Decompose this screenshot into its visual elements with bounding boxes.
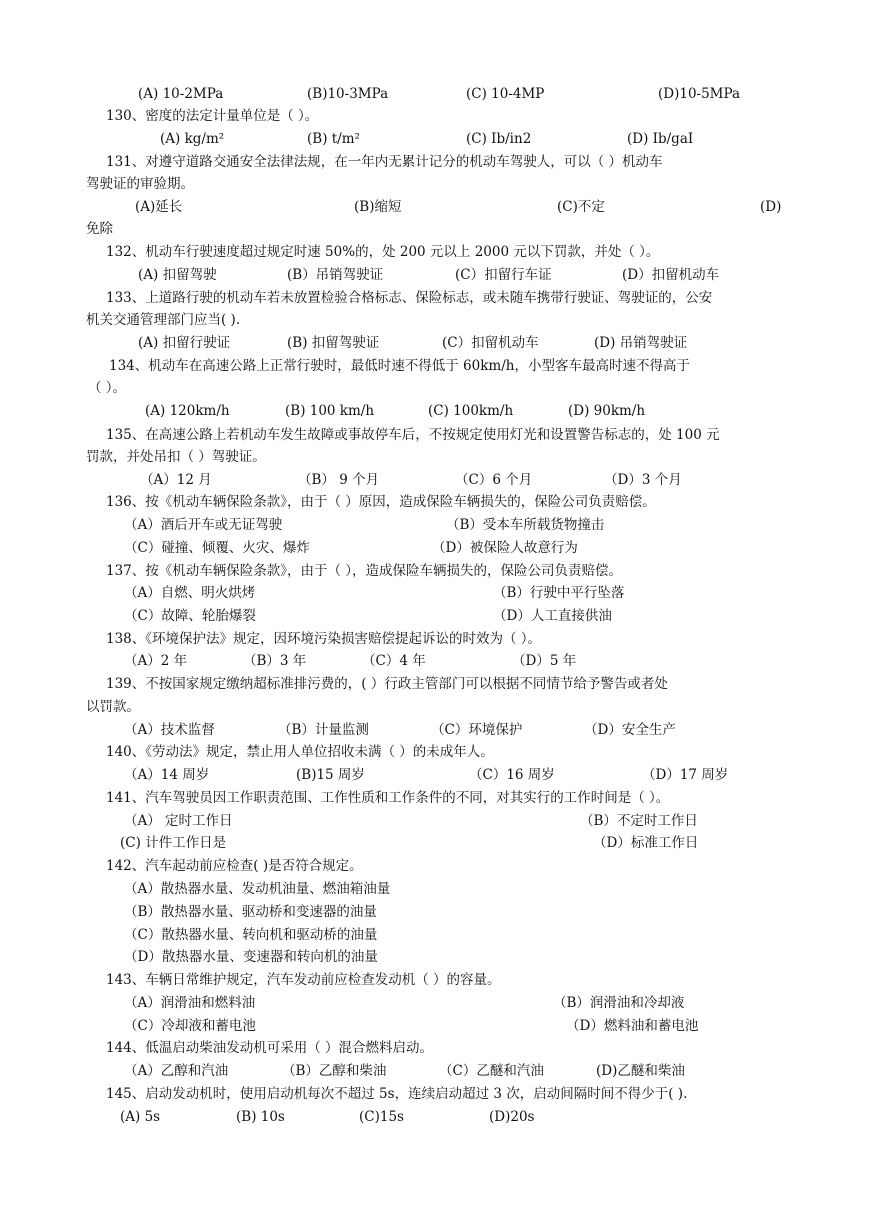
- option-d: （D）燃料油和蓄电池: [566, 1018, 699, 1034]
- question-138-stem: 138、《环境保护法》规定，因环境污染损害赔偿提起诉讼的时效为（ ）。: [106, 631, 542, 647]
- option-b: （B）行驶中平行坠落: [493, 585, 625, 601]
- option-b: （B）润滑油和冷却液: [553, 995, 685, 1011]
- question-139-stem-line2: 以罚款。: [86, 699, 140, 715]
- option-c: （C）碰撞、倾覆、火灾、爆炸: [124, 540, 310, 556]
- option-c: （C）散热器水量、转向机和驱动桥的油量: [124, 927, 378, 943]
- option-a: （A）自燃、明火烘烤: [124, 585, 256, 601]
- option-b: (B) 扣留驾驶证: [287, 335, 380, 351]
- question-131-option-d-wrap: 免除: [86, 221, 113, 237]
- question-137-options-row1: [0, 582, 869, 604]
- question-131-stem-line1: 131、对遵守道路交通安全法律法规，在一年内无累计记分的机动车驾驶人，可以（ ）机动车: [106, 154, 663, 170]
- option-c: （C）乙醚和汽油: [439, 1063, 544, 1079]
- question-139-stem-line1: 139、不按国家规定缴纳超标准排污费的，( ）行政主管部门可以根据不同情节给予警告或者处: [106, 676, 668, 692]
- question-140-options: [0, 764, 869, 786]
- option-d: （D）安全生产: [584, 722, 676, 738]
- question-142-option-a: [0, 878, 869, 900]
- option-b: （B）计量监测: [278, 722, 369, 738]
- option-a: （A）乙醇和汽油: [124, 1063, 229, 1079]
- question-145-options: [0, 1106, 869, 1128]
- question-140-stem: 140、《劳动法》规定，禁止用人单位招收未满（ ）的未成年人。: [106, 744, 494, 760]
- option-b: （B） 9 个月: [298, 472, 380, 488]
- option-b: (B)10-3MPa: [307, 86, 389, 102]
- option-d: （D）标准工作日: [593, 835, 699, 851]
- option-c: (C) 计件工作日是: [120, 835, 227, 851]
- option-c: （C）6 个月: [455, 472, 533, 488]
- option-d: (D) Ib/gaI: [627, 131, 694, 147]
- option-c: (C) Ib/in2: [466, 131, 532, 147]
- option-d: (D): [760, 199, 782, 215]
- question-129-options: [0, 83, 869, 105]
- option-d: （D）散热器水量、变速器和转向机的油量: [124, 949, 378, 965]
- option-d: （D）被保险人故意行为: [432, 540, 578, 556]
- question-144-options: [0, 1060, 869, 1082]
- question-145-stem: 145、启动发动机时，使用启动机每次不超过 5s，连续启动超过 3 次，启动间隔时间不得少于( ).: [106, 1086, 688, 1102]
- option-d: (D)乙醚和柴油: [596, 1063, 685, 1079]
- option-b: (B) t/m²: [307, 131, 360, 147]
- question-130-options: [0, 128, 869, 150]
- question-137-options-row2: [0, 605, 869, 627]
- question-135-stem-line1: 135、在高速公路上若机动车发生故障或事故停车后，不按规定使用灯光和设置警告标志的，处 100 元: [106, 427, 720, 443]
- option-b: （B）不定时工作日: [580, 813, 698, 829]
- option-c: （C）冷却液和蓄电池: [124, 1018, 256, 1034]
- option-b: (B）吊销驾驶证: [287, 267, 384, 283]
- option-d: (D) 90km/h: [568, 403, 646, 419]
- option-a: （A）酒后开车或无证驾驶: [124, 517, 283, 533]
- option-c: （C）环境保护: [431, 722, 523, 738]
- question-143-options-row1: [0, 992, 869, 1014]
- question-133-stem-line1: 133、上道路行驶的机动车若未放置检验合格标志、保险标志，或未随车携带行驶证、驾驶证的，公安: [106, 290, 713, 306]
- option-a: (A) 5s: [120, 1109, 161, 1125]
- option-a: （A）2 年: [124, 653, 188, 669]
- option-b: （B）乙醇和柴油: [282, 1063, 387, 1079]
- option-a: （A）12 月: [140, 472, 212, 488]
- question-136-options-row1: [0, 514, 869, 536]
- option-b: （B）散热器水量、驱动桥和变速器的油量: [124, 904, 377, 920]
- option-c: （C）16 周岁: [469, 767, 555, 783]
- question-135-stem-line2: 罚款，并处吊扣（ ）驾驶证。: [86, 449, 266, 465]
- option-d: (D)20s: [489, 1109, 535, 1125]
- option-b: (B) 100 km/h: [285, 403, 375, 419]
- option-c: (C)15s: [359, 1109, 404, 1125]
- option-d: （D）人工直接供油: [493, 608, 612, 624]
- question-134-options: [0, 400, 869, 422]
- question-136-stem: 136、按《机动车辆保险条款》，由于（ ）原因，造成保险车辆损失的，保险公司负责赔偿。: [106, 494, 656, 510]
- question-132-options: [0, 264, 869, 286]
- option-d: （D）5 年: [512, 653, 577, 669]
- option-b: （B）3 年: [243, 653, 307, 669]
- question-133-stem-line2: 机关交通管理部门应当( ).: [86, 312, 241, 328]
- option-d: (D) 吊销驾驶证: [594, 335, 688, 351]
- option-c: (C）扣留机动车: [442, 335, 539, 351]
- question-131-options: [0, 196, 869, 218]
- option-c: （C）4 年: [362, 653, 426, 669]
- option-a: (A)延长: [135, 199, 183, 215]
- question-141-options-row1: [0, 810, 869, 832]
- option-d: （D）17 周岁: [642, 767, 729, 783]
- question-135-options: [0, 469, 869, 491]
- option-a: (A) 120km/h: [145, 403, 230, 419]
- option-a: (A) 10-2MPa: [138, 86, 224, 102]
- question-143-options-row2: [0, 1015, 869, 1037]
- question-142-option-d: [0, 946, 869, 968]
- question-137-stem: 137、按《机动车辆保险条款》，由于（ ），造成保险车辆损失的，保险公司负责赔偿。: [106, 563, 623, 579]
- question-132-stem: 132、机动车行驶速度超过规定时速 50%的，处 200 元以上 2000 元以下罚款，并处（ ）。: [106, 244, 660, 260]
- question-130-stem: 130、密度的法定计量单位是（ ）。: [106, 108, 319, 124]
- option-c: (C)不定: [557, 199, 605, 215]
- question-134-stem-line1: 134、机动车在高速公路上正常行驶时，最低时速不得低于 60km/h，小型客车最高时速不得高于: [109, 358, 690, 374]
- question-133-options: [0, 332, 869, 354]
- question-142-option-b: [0, 901, 869, 923]
- option-a: (A) kg/m²: [160, 131, 225, 147]
- option-a: (A) 扣留驾驶: [138, 267, 217, 283]
- option-b: (B)15 周岁: [296, 767, 365, 783]
- question-139-options: [0, 719, 869, 741]
- option-c: (C) 100km/h: [428, 403, 514, 419]
- option-a: （A）技术监督: [124, 722, 215, 738]
- question-136-options-row2: [0, 537, 869, 559]
- question-142-stem: 142、汽车起动前应检查( )是否符合规定。: [106, 858, 363, 874]
- question-142-option-c: [0, 924, 869, 946]
- option-a: （A） 定时工作日: [124, 813, 233, 829]
- question-134-stem-line2: （ ）。: [88, 380, 127, 396]
- option-c: (C）扣留行车证: [455, 267, 552, 283]
- option-b: （B）受本车所载货物撞击: [446, 517, 605, 533]
- option-b: (B) 10s: [236, 1109, 285, 1125]
- option-b: (B)缩短: [354, 199, 402, 215]
- option-a: （A）润滑油和燃料油: [124, 995, 256, 1011]
- question-131-stem-line2: 驾驶证的审验期。: [86, 176, 194, 192]
- question-144-stem: 144、低温启动柴油发动机可采用（ ）混合燃料启动。: [106, 1040, 434, 1056]
- option-d: （D）3 个月: [604, 472, 682, 488]
- option-c: (C) 10-4MP: [466, 86, 545, 102]
- option-a: (A) 扣留行驶证: [138, 335, 231, 351]
- question-138-options: [0, 650, 869, 672]
- option-a: （A）散热器水量、发动机油量、燃油箱油量: [124, 881, 391, 897]
- option-c: （C）故障、轮胎爆裂: [124, 608, 256, 624]
- option-d: (D）扣留机动车: [622, 267, 720, 283]
- question-143-stem: 143、车辆日常维护规定，汽车发动前应检查发动机（ ）的容量。: [106, 972, 501, 988]
- question-141-stem: 141、汽车驾驶员因工作职责范围、工作性质和工作条件的不同，对其实行的工作时间是（ ）。: [106, 790, 670, 806]
- question-141-options-row2: [0, 832, 869, 854]
- option-a: （A）14 周岁: [124, 767, 210, 783]
- option-d: (D)10-5MPa: [658, 86, 741, 102]
